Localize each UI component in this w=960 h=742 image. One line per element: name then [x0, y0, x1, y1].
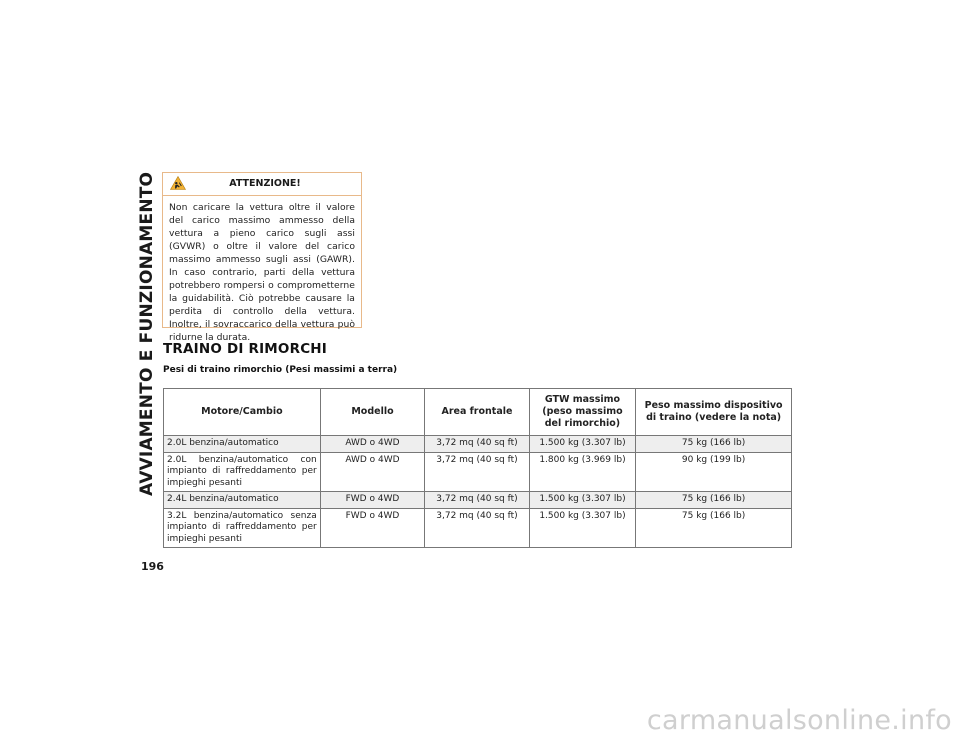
cell-engine: 2.0L benzina/automatico [164, 436, 321, 453]
warning-box [162, 172, 362, 343]
table-row [164, 436, 792, 453]
cell-model: AWD o 4WD [320, 452, 424, 492]
cell-max-gtw: 1.500 kg (3.307 lb) [529, 492, 636, 509]
header-max-gtw: GTW massimo (peso massimo del rimorchio) [529, 389, 636, 436]
cell-frontal-area: 3,72 mq (40 sq ft) [425, 452, 529, 492]
header-model: Modello [320, 389, 424, 436]
cell-tongue-weight: 75 kg (166 lb) [636, 508, 792, 548]
table-header-row [164, 389, 792, 436]
section-heading: TRAINO DI RIMORCHI [163, 341, 328, 357]
page-number: 196 [141, 560, 164, 573]
cell-engine: 2.4L benzina/automatico [164, 492, 321, 509]
cell-model: AWD o 4WD [320, 436, 424, 453]
cell-frontal-area: 3,72 mq (40 sq ft) [425, 436, 529, 453]
cell-max-gtw: 1.500 kg (3.307 lb) [529, 436, 636, 453]
header-engine-transmission: Motore/Cambio [164, 389, 321, 436]
header-frontal-area: Area frontale [425, 389, 529, 436]
cell-model: FWD o 4WD [320, 508, 424, 548]
header-max-tongue-weight: Peso massimo dispositivo di traino (vedere la nota) [636, 389, 792, 436]
cell-frontal-area: 3,72 mq (40 sq ft) [425, 508, 529, 548]
cell-max-gtw: 1.800 kg (3.969 lb) [529, 452, 636, 492]
cell-frontal-area: 3,72 mq (40 sq ft) [425, 492, 529, 509]
cell-tongue-weight: 75 kg (166 lb) [636, 436, 792, 453]
cell-model: FWD o 4WD [320, 492, 424, 509]
warning-header [163, 173, 361, 196]
cell-engine: 2.0L benzina/automatico con impianto di raffreddamento per impieghi pesanti [164, 452, 321, 492]
table-row [164, 508, 792, 548]
section-subheading: Pesi di traino rimorchio (Pesi massimi a terra) [163, 365, 398, 375]
cell-tongue-weight: 75 kg (166 lb) [636, 492, 792, 509]
warning-text: Non caricare la vettura oltre il valore del carico massimo ammesso della vettura a pieno carico sugli assi (GVWR) o oltre il valore del carico massimo ammesso sugli assi (GAWR). In caso contrario, parti della vettura potrebbero rompersi o comprometterne la guidabilità. Ciò potrebbe causare la perdita di controllo della vettura. Inoltre, il sovraccarico della vettura può ridurne la durata. [169, 202, 355, 343]
cell-max-gtw: 1.500 kg (3.307 lb) [529, 508, 636, 548]
table-row [164, 492, 792, 509]
table-row [164, 452, 792, 492]
cell-tongue-weight: 90 kg (199 lb) [636, 452, 792, 492]
towing-weights-table [163, 388, 792, 548]
warning-title: ATTENZIONE! [229, 178, 301, 189]
chapter-side-title [137, 172, 161, 552]
chapter-side-title-text: AVVIAMENTO E FUNZIONAMENTO [137, 172, 157, 497]
watermark: carmanualsonline.info [646, 705, 952, 736]
cell-engine: 3.2L benzina/automatico senza impianto di raffreddamento per impieghi pesanti [164, 508, 321, 548]
